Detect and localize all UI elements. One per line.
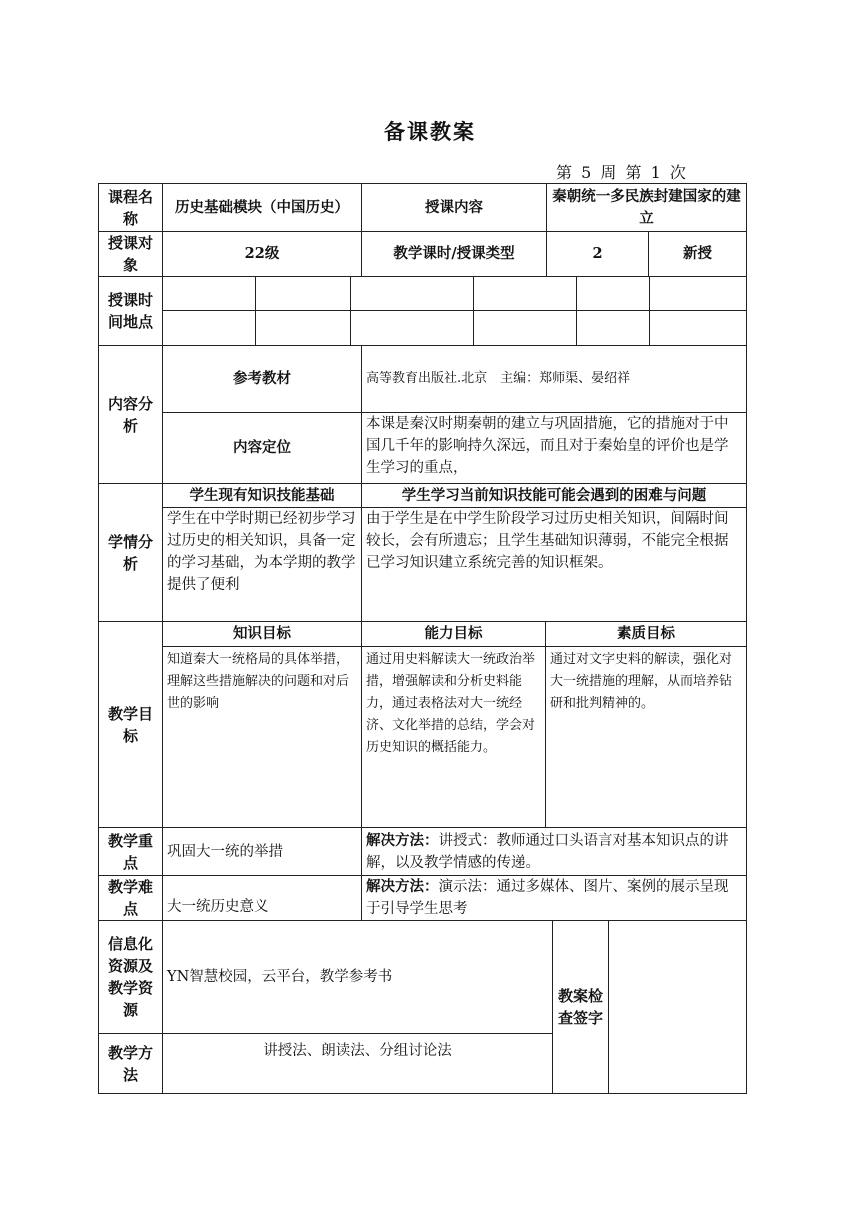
label-methods: 教学方法 xyxy=(98,1033,162,1094)
label-hard-point: 教学难点 xyxy=(98,875,162,920)
value-ref-book: 高等教育出版社.北京 主编：郑师渠、晏绍祥 xyxy=(361,345,747,412)
value-positioning: 本课是秦汉时期秦朝的建立与巩固措施，它的措施对于中国几千年的影响持久深远，而且对于秦始皇的评价也是学生学习的重点， xyxy=(361,412,747,483)
label-target: 授课对象 xyxy=(98,231,162,276)
label-quality-goal: 素质目标 xyxy=(545,621,747,646)
place-cell xyxy=(649,310,747,345)
value-difficulties: 由于学生是在中学生阶段学习过历史相关知识，间隔时间较长，会有所遗忘；且学生基础知识薄弱，不能完全根据已学习知识建立系统完善的知识框架。 xyxy=(361,507,747,621)
label-positioning: 内容定位 xyxy=(162,412,361,483)
time-cell xyxy=(473,276,576,310)
lesson-plan-table xyxy=(98,183,747,1094)
count-number: 1 xyxy=(650,163,661,182)
label-ref-book: 参考教材 xyxy=(162,345,361,412)
label-course-name: 课程名称 xyxy=(98,183,162,231)
hard-solution-label: 解决方法： xyxy=(366,878,439,895)
count-ci-label: 次 xyxy=(669,163,686,182)
check-sign-cell xyxy=(608,920,747,1094)
week-number: 5 xyxy=(581,163,592,182)
key-solution xyxy=(361,827,747,875)
value-hours: 2 xyxy=(546,231,648,276)
week-line xyxy=(556,160,690,183)
week-zhou-label: 周 xyxy=(600,163,617,182)
time-cell xyxy=(350,276,473,310)
hard-solution-text: 演示法：通过多媒体、图片、案例的展示呈现于引导学生思考 xyxy=(366,879,729,917)
time-cell xyxy=(255,276,350,310)
value-teach-content: 秦朝统一多民族封建国家的建立 xyxy=(546,183,747,231)
place-cell xyxy=(576,310,649,345)
label-check-sign: 教案检查签字 xyxy=(552,920,608,1094)
count-di-label: 第 xyxy=(625,163,642,182)
key-solution-text: 讲授式：教师通过口头语言对基本知识点的讲解，以及教学情感的传递。 xyxy=(366,833,729,871)
label-ability-goal: 能力目标 xyxy=(361,621,545,646)
time-cell xyxy=(162,276,255,310)
value-key-point: 巩固大一统的举措 xyxy=(162,827,361,875)
value-existing: 学生在中学时期已经初步学习过历史的相关知识，具备一定的学习基础，为本学期的教学提供了便利 xyxy=(162,507,361,621)
value-resources: YN智慧校园，云平台，教学参考书 xyxy=(162,920,552,1033)
label-time-place: 授课时间地点 xyxy=(98,276,162,345)
page-title: 备课教案 xyxy=(384,119,476,144)
label-content-analysis: 内容分析 xyxy=(98,345,162,483)
value-ability-goal: 通过用史料解读大一统政治举措，增强解读和分析史料能力，通过表格法对大一统经济、文化举措的总结，学会对历史知识的概括能力。 xyxy=(361,646,545,827)
value-target: 22级 xyxy=(162,231,361,276)
label-key-point: 教学重点 xyxy=(98,827,162,875)
place-cell xyxy=(255,310,350,345)
label-student-analysis: 学情分析 xyxy=(98,483,162,621)
value-hard-point: 大一统历史意义 xyxy=(162,875,361,920)
value-knowledge-goal: 知道秦大一统格局的具体举措，理解这些措施解决的问题和对后世的影响 xyxy=(162,646,361,827)
label-teaching-goals: 教学目标 xyxy=(98,621,162,827)
time-cell xyxy=(649,276,747,310)
label-teach-content: 授课内容 xyxy=(361,183,546,231)
label-existing: 学生现有知识技能基础 xyxy=(162,483,361,507)
hard-solution xyxy=(361,875,747,920)
value-quality-goal: 通过对文字史料的解读，强化对大一统措施的理解，从而培养钻研和批判精神的。 xyxy=(545,646,747,827)
place-cell xyxy=(473,310,576,345)
time-cell xyxy=(576,276,649,310)
label-difficulties: 学生学习当前知识技能可能会遇到的困难与问题 xyxy=(361,483,747,507)
label-resources: 信息化资源及教学资源 xyxy=(98,920,162,1033)
week-di-label: 第 xyxy=(556,163,573,182)
value-methods: 讲授法、朗读法、分组讨论法 xyxy=(162,1033,552,1094)
value-type: 新授 xyxy=(648,231,747,276)
label-hours-type: 教学课时/授课类型 xyxy=(361,231,546,276)
place-cell xyxy=(162,310,255,345)
label-knowledge-goal: 知识目标 xyxy=(162,621,361,646)
place-cell xyxy=(350,310,473,345)
key-solution-label: 解决方法： xyxy=(366,832,439,849)
value-course-name: 历史基础模块（中国历史） xyxy=(162,183,361,231)
